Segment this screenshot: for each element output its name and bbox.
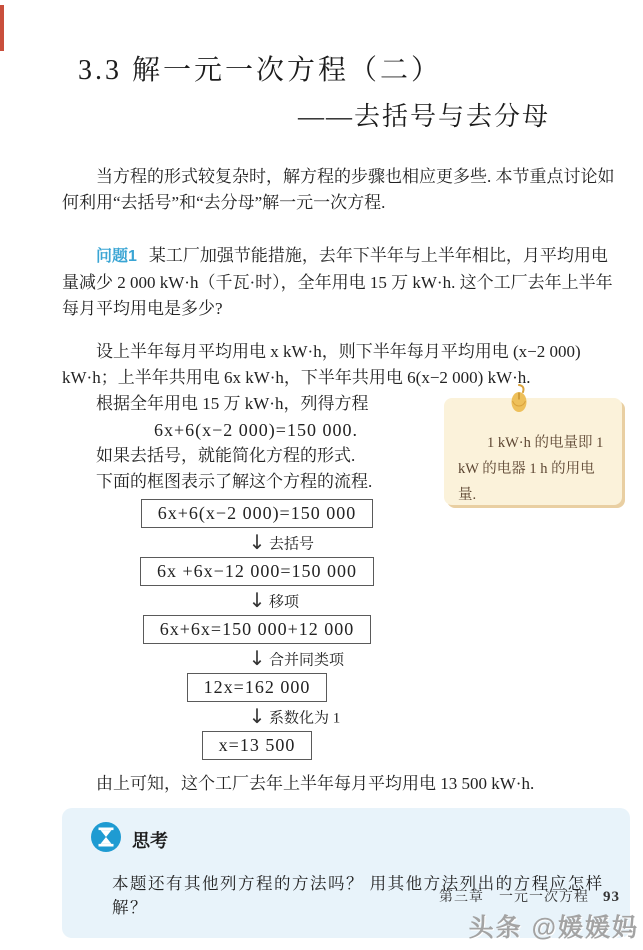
arrow-down-icon: ↓: [248, 530, 266, 554]
arrow-down-icon: ↓: [248, 588, 266, 612]
section-title: 3.3 解一元一次方程（二）: [78, 55, 443, 86]
hourglass-icon: [90, 821, 122, 858]
flow-arrow-label: 移项: [269, 594, 300, 610]
flow-box-moved-terms: 6x+6x=150 000+12 000: [143, 615, 371, 644]
think-text: 本题还有其他列方程的方法吗？ 用其他方法列出的方程应怎样解？: [112, 874, 604, 917]
think-title: 思考: [132, 830, 168, 851]
page-footer: [439, 886, 620, 906]
note-box: [444, 398, 622, 505]
mouse-icon: [506, 384, 532, 419]
flow-arrow-label: 合并同类项: [269, 652, 345, 668]
solution-simplify-note: 如果去括号，就能简化方程的形式.: [96, 446, 356, 465]
flow-arrow: [62, 702, 452, 731]
flow-box-combined: 12x=162 000: [187, 673, 328, 702]
intro-paragraph: 当方程的形式较复杂时，解方程的步骤也相应更多些. 本节重点讨论如何利用“去括号”和“去分母”解一元一次方程.: [62, 167, 615, 212]
flow-box-expanded: 6x +6x−12 000=150 000: [140, 557, 374, 586]
solution-setup: 设上半年每月平均用电 x kW·h，则下半年每月平均用电 (x−2 000) kW·h；上半年共用电 6x kW·h，下半年共用电 6(x−2 000) kW·h.: [62, 342, 581, 387]
footer-page-number: 93: [603, 889, 620, 905]
watermark: 头条 @媛媛妈: [468, 914, 639, 942]
flow-box-solution: x=13 500: [202, 731, 313, 760]
equation-flowchart: [62, 499, 452, 760]
solution-flow-intro: 下面的框图表示了解这个方程的流程.: [96, 472, 373, 491]
note-text: 1 kW·h 的电量即 1 kW 的电器 1 h 的用电量.: [458, 435, 604, 503]
footer-chapter: 第三章 一元一次方程: [439, 890, 589, 905]
flow-arrow-label: 系数化为 1: [269, 710, 341, 726]
flow-arrow: [62, 644, 452, 673]
flow-box-original: 6x+6(x−2 000)=150 000: [141, 499, 373, 528]
flow-arrow-label: 去括号: [269, 536, 315, 552]
problem-paragraph: [62, 243, 620, 322]
arrow-down-icon: ↓: [248, 646, 266, 670]
solution-conclusion: 由上可知，这个工厂去年上半年每月平均用电 13 500 kW·h.: [96, 774, 535, 793]
think-header: [90, 821, 610, 858]
section-subtitle: ——去括号与去分母: [297, 102, 550, 131]
solution-according: 根据全年用电 15 万 kW·h，列得方程: [96, 394, 369, 413]
problem-text: 某工厂加强节能措施，去年下半年与上半年相比，月平均用电量减少 2 000 kW·h（千瓦·时），全年用电 15 万 kW·h. 这个工厂去年上半年每月平均用电是多少?: [62, 246, 613, 318]
flow-arrow: [62, 586, 452, 615]
problem-label: 问题1: [96, 248, 137, 265]
solution-equation: 6x+6(x−2 000)=150 000.: [154, 420, 358, 440]
arrow-down-icon: ↓: [248, 704, 266, 728]
flow-arrow: [62, 528, 452, 557]
page-edge-accent: [0, 5, 4, 51]
